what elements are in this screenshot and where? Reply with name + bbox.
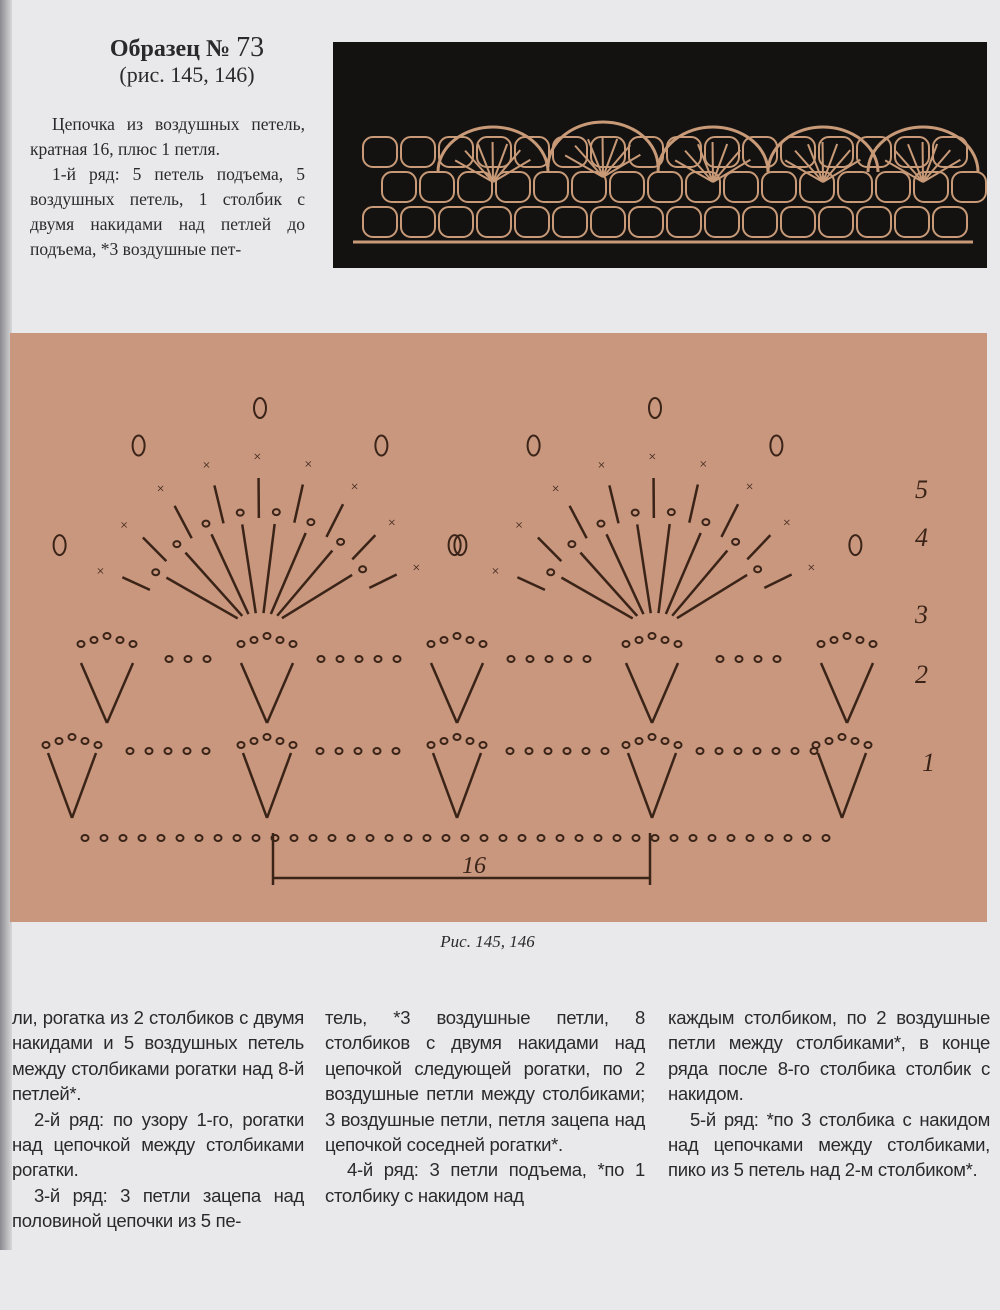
fan-stitch	[672, 551, 727, 616]
chain-stitch	[508, 656, 515, 662]
double-crochet	[267, 663, 293, 723]
chain-stitch	[568, 541, 575, 547]
row5-stitch	[175, 506, 192, 538]
double-crochet	[107, 663, 133, 723]
chain-stitch	[277, 637, 284, 643]
chain-stitch	[69, 734, 76, 740]
chain-stitch	[386, 835, 393, 841]
lace-mesh	[648, 172, 682, 202]
chain-stitch	[526, 748, 533, 754]
x-stitch: ×	[253, 450, 262, 466]
x-stitch: ×	[551, 482, 560, 498]
double-crochet	[652, 663, 678, 723]
chain-stitch	[652, 835, 659, 841]
row5-stitch	[517, 577, 545, 590]
lace-mesh	[838, 172, 872, 202]
double-crochet	[818, 753, 842, 818]
chain-stitch	[202, 521, 209, 527]
lace-mesh	[933, 207, 967, 237]
chain-stitch	[215, 835, 222, 841]
chain-stitch	[632, 510, 639, 516]
double-crochet	[626, 663, 652, 723]
chain-stitch	[139, 835, 146, 841]
chain-stitch	[852, 738, 859, 744]
lace-mesh	[515, 207, 549, 237]
chain-stitch	[662, 738, 669, 744]
row-label-3: 3	[915, 600, 928, 629]
picot	[54, 535, 66, 555]
chain-stitch	[177, 835, 184, 841]
chain-stitch	[462, 835, 469, 841]
lace-mesh	[819, 207, 853, 237]
chain-stitch	[152, 569, 159, 575]
paragraph: 3-й ряд: 3 петли зацепа над половиной цепочки из 5 пе-	[12, 1184, 304, 1232]
chain-stitch	[56, 738, 63, 744]
x-stitch: ×	[120, 518, 129, 534]
x-stitch: ×	[807, 561, 816, 577]
chain-stitch	[234, 835, 241, 841]
lace-fan	[493, 144, 507, 182]
chain-stitch	[355, 748, 362, 754]
lace-mesh	[439, 207, 473, 237]
chain-stitch	[595, 835, 602, 841]
lace-mesh	[762, 172, 796, 202]
chain-stitch	[597, 521, 604, 527]
chain-stitch	[735, 748, 742, 754]
chain-stitch	[467, 637, 474, 643]
chain-stitch	[318, 656, 325, 662]
chain-stitch	[583, 748, 590, 754]
x-stitch: ×	[156, 482, 165, 498]
chain-stitch	[709, 835, 716, 841]
double-crochet	[457, 753, 481, 818]
row-label-1: 1	[922, 748, 935, 777]
chain-stitch	[441, 738, 448, 744]
chain-stitch	[290, 641, 297, 647]
chain-stitch	[146, 748, 153, 754]
chain-stitch	[251, 738, 258, 744]
chain-stitch	[238, 742, 245, 748]
chain-stitch	[519, 835, 526, 841]
chain-stitch	[736, 656, 743, 662]
lace-mesh	[781, 207, 815, 237]
chain-stitch	[717, 656, 724, 662]
chain-stitch	[310, 835, 317, 841]
lace-fan	[923, 160, 960, 182]
chain-stitch	[480, 742, 487, 748]
x-stitch: ×	[202, 458, 211, 474]
chain-stitch	[78, 641, 85, 647]
chain-stitch	[823, 835, 830, 841]
double-crochet	[81, 663, 107, 723]
chain-stitch	[454, 633, 461, 639]
chain-stitch	[337, 656, 344, 662]
paragraph: ли, рогатка из 2 столбиков с двумя накидами и 5 воздушных петель между столбиками рогатки над 8-й петлей*.	[12, 1007, 304, 1105]
picot	[849, 535, 861, 555]
picot	[649, 398, 661, 418]
double-crochet	[842, 753, 866, 818]
chain-stitch	[697, 748, 704, 754]
lace-mesh	[610, 172, 644, 202]
text-column-2	[325, 1005, 645, 1208]
chain-stitch	[831, 637, 838, 643]
chain-stitch	[95, 742, 102, 748]
chain-stitch	[184, 748, 191, 754]
chain-stitch	[443, 835, 450, 841]
chain-stitch	[755, 656, 762, 662]
paragraph: 2-й ряд: по узору 1-го, рогатки над цепочкой между столбиками рогатки.	[12, 1108, 304, 1181]
chain-stitch	[428, 742, 435, 748]
chain-stitch	[424, 835, 431, 841]
chain-stitch	[623, 641, 630, 647]
lace-mesh	[363, 207, 397, 237]
lace-mesh	[667, 207, 701, 237]
chain-stitch	[203, 748, 210, 754]
paragraph: тель, *3 воздушные петли, 8 столбиков с двумя накидами над цепочкой следующей рогатки, по 2 воздушные петли между столбиками; 3 воздушные петли, петля зацепа над цепочкой соседней рогатки*.	[325, 1007, 645, 1156]
chain-stitch	[359, 566, 366, 572]
chain-stitch	[348, 835, 355, 841]
chain-stitch	[792, 748, 799, 754]
lace-mesh	[952, 172, 986, 202]
double-crochet	[241, 663, 267, 723]
row5-stitch	[294, 484, 303, 522]
row5-stitch	[609, 485, 618, 523]
chain-stitch	[441, 637, 448, 643]
fan-stitch	[263, 524, 274, 613]
chain-stitch	[130, 641, 137, 647]
chain-stitch	[538, 835, 545, 841]
chain-stitch	[117, 637, 124, 643]
row5-stitch	[538, 537, 561, 561]
chain-stitch	[104, 633, 111, 639]
chain-stitch	[811, 748, 818, 754]
chain-stitch	[747, 835, 754, 841]
chain-stitch	[329, 835, 336, 841]
chain-stitch	[668, 509, 675, 515]
chain-stitch	[633, 835, 640, 841]
row5-stitch	[764, 575, 791, 588]
lace-fan	[823, 144, 837, 182]
chain-stitch	[500, 835, 507, 841]
double-crochet	[847, 663, 873, 723]
double-crochet	[267, 753, 291, 818]
chain-stitch	[636, 637, 643, 643]
chain-stitch	[481, 835, 488, 841]
chain-stitch	[428, 641, 435, 647]
paragraph: 5-й ряд: *по 3 столбика с накидом над цепочками между столбиками, пико из 5 петель над 2-м столбиком*.	[668, 1108, 990, 1181]
chain-stitch	[356, 656, 363, 662]
chain-stitch	[649, 633, 656, 639]
picot	[375, 436, 387, 456]
row5-stitch	[326, 504, 343, 537]
double-crochet	[48, 753, 72, 818]
chain-stitch	[291, 835, 298, 841]
row5-stitch	[352, 535, 375, 559]
chain-stitch	[870, 641, 877, 647]
picot	[254, 398, 266, 418]
chain-stitch	[337, 539, 344, 545]
chain-stitch	[405, 835, 412, 841]
lace-mesh	[534, 172, 568, 202]
chain-stitch	[623, 742, 630, 748]
x-stitch: ×	[745, 480, 754, 496]
chain-stitch	[127, 748, 134, 754]
chain-stitch	[264, 734, 271, 740]
chain-stitch	[290, 742, 297, 748]
chain-stitch	[273, 509, 280, 515]
lace-fan	[603, 139, 617, 177]
chain-stitch	[675, 742, 682, 748]
chain-stitch	[773, 748, 780, 754]
fan-stitch	[637, 524, 651, 613]
row5-stitch	[122, 577, 150, 590]
chain-stitch	[43, 742, 50, 748]
chain-stitch	[204, 656, 211, 662]
chain-stitch	[675, 641, 682, 647]
fan-stitch	[658, 524, 669, 613]
double-crochet	[243, 753, 267, 818]
lace-mesh	[724, 172, 758, 202]
row-label-2: 2	[915, 660, 928, 689]
chain-stitch	[636, 738, 643, 744]
lace-mesh	[553, 207, 587, 237]
chain-stitch	[454, 734, 461, 740]
x-stitch: ×	[350, 480, 359, 496]
chain-stitch	[467, 738, 474, 744]
chain-stitch	[166, 656, 173, 662]
chain-stitch	[317, 748, 324, 754]
chain-stitch	[564, 748, 571, 754]
chain-stitch	[565, 656, 572, 662]
double-crochet	[628, 753, 652, 818]
chain-stitch	[732, 539, 739, 545]
row5-stitch	[214, 485, 223, 523]
lace-mesh	[382, 172, 416, 202]
row5-stitch	[570, 506, 587, 538]
intro-text	[30, 112, 305, 262]
chain-stitch	[253, 835, 260, 841]
chain-stitch	[865, 742, 872, 748]
double-crochet	[821, 663, 847, 723]
chain-stitch	[702, 519, 709, 525]
row5-stitch	[143, 537, 166, 561]
paragraph: 4-й ряд: 3 петли подъема, *по 1 столбику с накидом над	[325, 1159, 645, 1206]
text-column-3	[668, 1005, 990, 1183]
chain-stitch	[196, 835, 203, 841]
chain-stitch	[826, 738, 833, 744]
x-stitch: ×	[412, 561, 421, 577]
lace-mesh	[477, 207, 511, 237]
chain-stitch	[690, 835, 697, 841]
pattern-title: Образец № 73	[109, 32, 265, 63]
chain-stitch	[158, 835, 165, 841]
pattern-subtitle: (рис. 145, 146)	[119, 62, 255, 87]
chain-stitch	[844, 633, 851, 639]
double-crochet	[72, 753, 96, 818]
lace-mesh	[420, 172, 454, 202]
chain-stitch	[91, 637, 98, 643]
paragraph: каждым столбиком, по 2 воздушные петли между столбиками*, в конце ряда после 8-го столбика столбик с накидом.	[668, 1007, 990, 1105]
double-crochet	[433, 753, 457, 818]
row-label-4: 4	[915, 523, 928, 552]
row5-stitch	[689, 484, 698, 522]
pattern-header	[62, 34, 312, 87]
chain-stitch	[602, 748, 609, 754]
chain-stitch	[165, 748, 172, 754]
x-stitch: ×	[491, 564, 500, 580]
lace-fan	[455, 160, 493, 182]
chain-stitch	[277, 738, 284, 744]
double-crochet	[457, 663, 483, 723]
picot	[770, 436, 782, 456]
chain-stitch	[480, 641, 487, 647]
chain-stitch	[101, 835, 108, 841]
chain-stitch	[785, 835, 792, 841]
repeat-label: 16	[462, 853, 486, 879]
chain-stitch	[716, 748, 723, 754]
x-stitch: ×	[387, 515, 396, 531]
lace-mesh	[401, 207, 435, 237]
row-label-5: 5	[915, 475, 928, 504]
chain-stitch	[394, 656, 401, 662]
chain-stitch	[818, 641, 825, 647]
lace-photo	[333, 42, 987, 268]
chain-stitch	[766, 835, 773, 841]
lace-mesh	[743, 207, 777, 237]
crochet-chart-svg	[10, 333, 987, 922]
chain-stitch	[82, 835, 89, 841]
chain-stitch	[584, 656, 591, 662]
double-crochet	[431, 663, 457, 723]
chain-stitch	[367, 835, 374, 841]
x-stitch: ×	[699, 457, 708, 473]
fan-stitch	[277, 551, 332, 616]
lace-mesh	[629, 207, 663, 237]
lace-mesh	[781, 137, 815, 167]
chain-stitch	[393, 748, 400, 754]
figure-caption: Рис. 145, 146	[440, 932, 535, 951]
text-column-1	[12, 1005, 304, 1234]
x-stitch: ×	[782, 515, 791, 531]
crochet-chart	[10, 333, 987, 922]
chain-stitch	[237, 510, 244, 516]
lace-mesh	[857, 207, 891, 237]
row5-stitch	[721, 504, 738, 537]
lace-fan	[493, 160, 530, 182]
lace-mesh	[363, 137, 397, 167]
chain-stitch	[857, 637, 864, 643]
x-stitch: ×	[96, 564, 105, 580]
x-stitch: ×	[304, 457, 313, 473]
picot	[133, 436, 145, 456]
chain-stitch	[547, 569, 554, 575]
chain-stitch	[336, 748, 343, 754]
paragraph: Цепочка из воздушных петель, кратная 16, плюс 1 петля.	[30, 114, 305, 159]
x-stitch: ×	[515, 518, 524, 534]
chain-stitch	[839, 734, 846, 740]
chain-stitch	[120, 835, 127, 841]
chain-stitch	[545, 748, 552, 754]
chain-stitch	[82, 738, 89, 744]
x-stitch: ×	[648, 450, 657, 466]
lace-fan	[713, 160, 750, 182]
chain-stitch	[557, 835, 564, 841]
chain-stitch	[804, 835, 811, 841]
lace-fan	[823, 160, 860, 182]
chain-stitch	[375, 656, 382, 662]
chain-stitch	[662, 637, 669, 643]
chain-stitch	[264, 633, 271, 639]
chain-stitch	[374, 748, 381, 754]
lace-image	[333, 42, 987, 268]
lace-mesh	[876, 172, 910, 202]
chain-stitch	[754, 748, 761, 754]
picot	[528, 436, 540, 456]
chain-stitch	[185, 656, 192, 662]
chain-stitch	[649, 734, 656, 740]
paragraph: 1-й ряд: 5 петель подъема, 5 воздушных петель, 1 столбик с двумя накидами над петлей до подъема, *3 воздушные пет-	[30, 164, 305, 259]
x-stitch: ×	[597, 458, 606, 474]
chain-stitch	[527, 656, 534, 662]
chain-stitch	[238, 641, 245, 647]
chain-stitch	[671, 835, 678, 841]
chain-stitch	[614, 835, 621, 841]
chain-stitch	[754, 566, 761, 572]
lace-mesh	[895, 207, 929, 237]
row5-stitch	[369, 575, 396, 588]
lace-mesh	[705, 137, 739, 167]
chain-stitch	[507, 748, 514, 754]
lace-mesh	[591, 207, 625, 237]
double-crochet	[652, 753, 676, 818]
row5-stitch	[747, 535, 770, 559]
chain-stitch	[728, 835, 735, 841]
chain-stitch	[173, 541, 180, 547]
chain-stitch	[546, 656, 553, 662]
chain-stitch	[307, 519, 314, 525]
chain-stitch	[251, 637, 258, 643]
fan-stitch	[242, 524, 256, 613]
lace-mesh	[705, 207, 739, 237]
lace-mesh	[401, 137, 435, 167]
chain-stitch	[774, 656, 781, 662]
chain-stitch	[576, 835, 583, 841]
